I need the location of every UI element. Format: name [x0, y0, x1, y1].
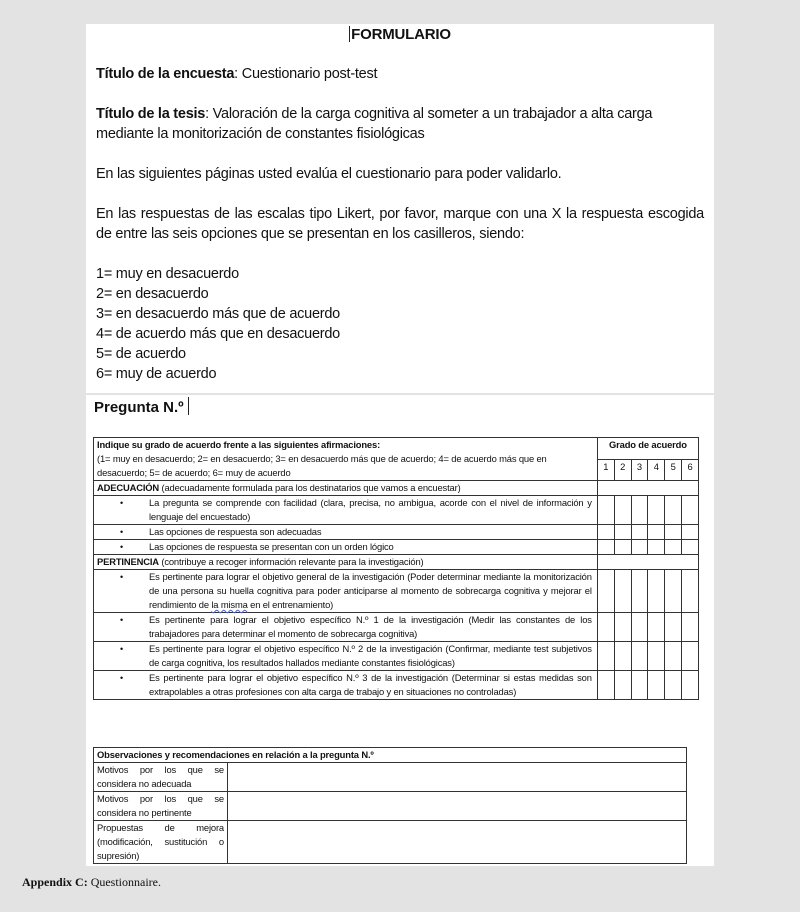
rating-cell-5[interactable]: [665, 671, 682, 700]
grade-header: Grado de acuerdo: [597, 438, 698, 460]
bullet-icon: •: [119, 572, 123, 582]
caption-text: Questionnaire.: [87, 875, 161, 889]
statement: Las opciones de respuesta son adecuadas: [149, 526, 322, 537]
rating-cell-2[interactable]: [614, 525, 631, 540]
rating-cell-5[interactable]: [665, 642, 682, 671]
figure-caption: [22, 875, 161, 890]
grade-col-6: 6: [682, 459, 699, 481]
scale-item: 4= de acuerdo más que en desacuerdo: [96, 326, 340, 342]
section-row-pertinencia: [94, 555, 699, 570]
rating-cell-6[interactable]: [682, 570, 699, 613]
question-number-field[interactable]: Pregunta N.º: [94, 397, 190, 416]
rating-cell-2[interactable]: [614, 642, 631, 671]
bullet-icon: •: [119, 498, 123, 508]
rating-cell-2[interactable]: [614, 570, 631, 613]
statement: Es pertinente para lograr el objetivo general de la investigación (Poder determinar mediante la monitorización de una persona su huella cognitiva para poder anticiparse al momento de sobrecarga cognitiva y mejorar el rendimiento de la misma en el entrenamiento): [149, 571, 592, 610]
rating-cell-3[interactable]: [631, 496, 648, 525]
scale-item: 3= en desacuerdo más que de acuerdo: [96, 306, 340, 322]
thesis-title-label: Título de la tesis: [96, 106, 206, 122]
rating-cell-2[interactable]: [614, 613, 631, 642]
rating-cell-6[interactable]: [682, 613, 699, 642]
table-row: [94, 613, 699, 642]
rating-cell-6[interactable]: [682, 540, 699, 555]
observation-input-no-adecuada[interactable]: [228, 763, 687, 792]
caption-label: Appendix C:: [22, 875, 88, 889]
grade-col-5: 5: [665, 459, 682, 481]
scale-item: 2= en desacuerdo: [96, 286, 209, 302]
table-row: [94, 525, 699, 540]
bullet-icon: •: [119, 644, 123, 654]
observations-table: [93, 747, 687, 864]
page-divider: [86, 393, 714, 395]
form-title: FORMULARIO: [351, 26, 451, 43]
rating-cell-4[interactable]: [648, 496, 665, 525]
statement: La pregunta se comprende con facilidad (clara, precisa, no ambigua, acorde con el nivel de información y lenguaje del encuestado): [149, 497, 592, 522]
observation-input-no-pertinente[interactable]: [228, 792, 687, 821]
rating-cell-5[interactable]: [665, 496, 682, 525]
rating-cell-6[interactable]: [682, 671, 699, 700]
section-title: PERTINENCIA (contribuye a recoger información relevante para la investigación): [94, 555, 598, 570]
statement: Es pertinente para lograr el objetivo específico N.º 1 de la investigación (Medir las constantes de los trabajadores para determinar el momento de sobrecarga cognitiva): [149, 614, 592, 639]
rating-cell-6[interactable]: [682, 525, 699, 540]
rating-cell-3[interactable]: [631, 525, 648, 540]
grammar-marked-text: la misma: [211, 599, 248, 610]
table-row: [94, 671, 699, 700]
statement: Las opciones de respuesta se presentan con un orden lógico: [149, 541, 394, 552]
table-row: [94, 763, 687, 792]
instructions-paragraph: En las respuestas de las escalas tipo Likert, por favor, marque con una X la respuesta escogida de entre las seis opciones que se presentan en los casilleros, siendo:: [96, 206, 704, 242]
section-grade-blank: [597, 481, 698, 496]
observations-header: Observaciones y recomendaciones en relación a la pregunta N.º: [94, 748, 687, 763]
bullet-icon: •: [119, 673, 123, 683]
instructions-cell: [94, 438, 598, 481]
rating-cell-5[interactable]: [665, 525, 682, 540]
table-row: [94, 496, 699, 525]
rating-cell-4[interactable]: [648, 642, 665, 671]
rating-cell-4[interactable]: [648, 525, 665, 540]
thesis-title-value: : Valoración de la carga cognitiva al someter a un trabajador a alta carga mediante la monitorización de constantes fisiológicas: [96, 106, 653, 142]
rating-cell-3[interactable]: [631, 671, 648, 700]
rating-cell-2[interactable]: [614, 671, 631, 700]
survey-title: [96, 64, 704, 84]
rating-cell-6[interactable]: [682, 496, 699, 525]
scale-item: 6= muy de acuerdo: [96, 366, 217, 382]
bullet-icon: •: [119, 527, 123, 537]
document-page: [86, 24, 714, 866]
rating-cell-1[interactable]: [597, 570, 614, 613]
statement: Es pertinente para lograr el objetivo específico N.º 2 de la investigación (Confirmar, mediante test subjetivos de carga cognitiva, los resultados hallados mediante constantes fisiológicas): [149, 643, 592, 668]
observation-input-mejora[interactable]: [228, 821, 687, 864]
observation-label: Propuestas de mejora (modificación, sustitución o supresión): [94, 821, 228, 864]
rating-cell-1[interactable]: [597, 613, 614, 642]
rating-cell-5[interactable]: [665, 613, 682, 642]
thesis-title: [96, 104, 704, 144]
observation-label: Motivos por los que se considera no adecuada: [94, 763, 228, 792]
rating-cell-3[interactable]: [631, 642, 648, 671]
rating-cell-4[interactable]: [648, 613, 665, 642]
table-row: [94, 821, 687, 864]
grade-col-3: 3: [631, 459, 648, 481]
scale-item: 5= de acuerdo: [96, 346, 186, 362]
section-grade-blank: [597, 555, 698, 570]
observation-label: Motivos por los que se considera no pertinente: [94, 792, 228, 821]
rating-cell-3[interactable]: [631, 613, 648, 642]
statement: Es pertinente para lograr el objetivo específico N.º 3 de la investigación (Determinar si estas medidas son extrapolables a otras profesiones con alta carga de trabajo y en situaciones no controladas): [149, 672, 592, 697]
instructions-scale: (1= muy en desacuerdo; 2= en desacuerdo; 3= en desacuerdo más que de acuerdo; 4= de acuerdo más que en desacuerdo; 5= de acuerdo; 6= muy de acuerdo: [97, 453, 547, 478]
rating-cell-1[interactable]: [597, 671, 614, 700]
survey-title-value: : Cuestionario post-test: [234, 66, 378, 82]
rating-cell-4[interactable]: [648, 671, 665, 700]
table-row: [94, 570, 699, 613]
bullet-icon: •: [119, 615, 123, 625]
rating-cell-1[interactable]: [597, 642, 614, 671]
intro-paragraph: En las siguientes páginas usted evalúa el cuestionario para poder validarlo.: [96, 166, 562, 182]
grade-col-1: 1: [597, 459, 614, 481]
table-row: [94, 642, 699, 671]
rating-cell-5[interactable]: [665, 540, 682, 555]
table-row: [94, 792, 687, 821]
rating-cell-4[interactable]: [648, 540, 665, 555]
grade-col-2: 2: [614, 459, 631, 481]
likert-table: [93, 437, 699, 700]
rating-cell-3[interactable]: [631, 570, 648, 613]
rating-cell-6[interactable]: [682, 642, 699, 671]
rating-cell-2[interactable]: [614, 540, 631, 555]
instructions-bold: Indique su grado de acuerdo frente a las siguientes afirmaciones:: [97, 439, 381, 450]
bullet-icon: •: [119, 542, 123, 552]
scale-item: 1= muy en desacuerdo: [96, 266, 239, 282]
likert-scale-list: [96, 264, 340, 384]
survey-title-label: Título de la encuesta: [96, 66, 235, 82]
table-header-row: [94, 438, 699, 460]
rating-cell-1[interactable]: [597, 525, 614, 540]
rating-cell-1[interactable]: [597, 540, 614, 555]
section-row-adecuacion: [94, 481, 699, 496]
rating-cell-1[interactable]: [597, 496, 614, 525]
grade-col-4: 4: [648, 459, 665, 481]
rating-cell-3[interactable]: [631, 540, 648, 555]
rating-cell-4[interactable]: [648, 570, 665, 613]
rating-cell-2[interactable]: [614, 496, 631, 525]
section-title: ADECUACIÓN (adecuadamente formulada para los destinatarios que vamos a encuestar): [94, 481, 598, 496]
table-row: [94, 540, 699, 555]
rating-cell-5[interactable]: [665, 570, 682, 613]
text-cursor: [188, 397, 189, 415]
observations-header-row: [94, 748, 687, 763]
